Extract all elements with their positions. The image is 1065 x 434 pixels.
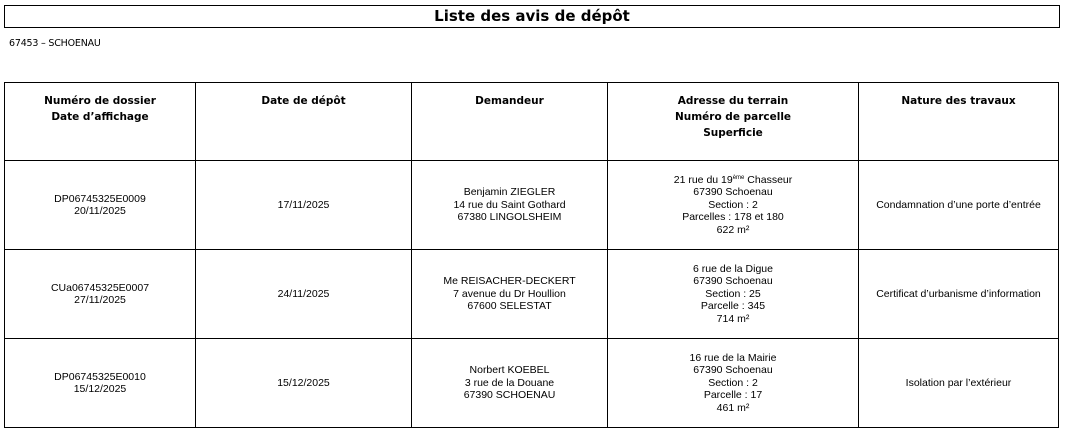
- nature-travaux: Condamnation d’une porte d’entrée: [876, 198, 1041, 211]
- nature-travaux: Certificat d’urbanisme d’information: [876, 287, 1041, 300]
- cell-terrain: [608, 161, 859, 250]
- document-title: Liste des avis de dépôt: [4, 5, 1060, 28]
- dossier-number: DP06745325E0010: [54, 370, 146, 383]
- header-nature-label: Nature des travaux: [901, 95, 1016, 107]
- header-demandeur: [412, 83, 608, 161]
- nature-travaux: Isolation par l’extérieur: [905, 376, 1012, 389]
- terrain-street-text: 21 rue du 19: [673, 173, 733, 186]
- terrain-parcelle: Parcelles : 178 et 180: [682, 211, 784, 224]
- date-affichage: 20/11/2025: [74, 205, 126, 217]
- terrain-street-superscript: ème: [732, 174, 745, 181]
- terrain-street-suffix: Chasseur: [744, 173, 793, 186]
- cell-demandeur: [412, 250, 608, 339]
- terrain-street: [610, 174, 856, 187]
- header-date-depot-label: Date de dépôt: [261, 95, 346, 107]
- cell-demandeur: [412, 339, 608, 428]
- demandeur-street: 14 rue du Saint Gothard: [453, 198, 566, 211]
- dossier-number: DP06745325E0009: [54, 192, 146, 205]
- terrain-section: Section : 2: [708, 376, 758, 389]
- cell-terrain: [608, 339, 859, 428]
- avis-depot-table: [4, 82, 1059, 428]
- terrain-city: 67390 Schoenau: [693, 186, 773, 199]
- header-demandeur-label: Demandeur: [475, 95, 544, 107]
- cell-nature: [859, 250, 1059, 339]
- table-row: [5, 250, 1059, 339]
- header-terrain-line1: Adresse du terrain: [677, 95, 789, 107]
- table-header-row: [5, 83, 1059, 161]
- header-dossier-line2: Date d’affichage: [51, 111, 149, 123]
- table-row: [5, 339, 1059, 428]
- terrain-superficie: 622 m²: [716, 223, 750, 236]
- date-depot: 15/12/2025: [277, 376, 330, 389]
- terrain-section: Section : 25: [705, 287, 761, 300]
- date-depot: 17/11/2025: [277, 198, 330, 211]
- demandeur-street: 3 rue de la Douane: [464, 376, 555, 389]
- demandeur-city: 67390 SCHOENAU: [463, 389, 556, 402]
- cell-date-depot: [196, 250, 412, 339]
- terrain-street: [610, 263, 856, 276]
- date-affichage: 15/12/2025: [73, 383, 127, 395]
- cell-dossier: [5, 161, 196, 250]
- terrain-section: Section : 2: [708, 198, 758, 211]
- date-affichage: 27/11/2025: [74, 294, 126, 306]
- terrain-parcelle: Parcelle : 17: [703, 389, 763, 402]
- cell-date-depot: [196, 161, 412, 250]
- header-dossier-line1: Numéro de dossier: [44, 95, 156, 107]
- date-depot: 24/11/2025: [277, 287, 330, 300]
- header-terrain: [608, 83, 859, 161]
- demandeur-name: Benjamin ZIEGLER: [463, 186, 556, 199]
- terrain-street-text: 6 rue de la Digue: [693, 262, 773, 275]
- terrain-superficie: 714 m²: [716, 312, 750, 325]
- cell-date-depot: [196, 339, 412, 428]
- cell-nature: [859, 339, 1059, 428]
- header-nature: [859, 83, 1059, 161]
- terrain-superficie: 461 m²: [716, 401, 750, 414]
- terrain-street: [610, 352, 856, 365]
- dossier-number: CUa06745325E0007: [50, 281, 150, 294]
- terrain-street-text: 16 rue de la Mairie: [689, 351, 777, 364]
- commune-label: 67453 – SCHOENAU: [9, 38, 101, 49]
- demandeur-city: 67600 SELESTAT: [467, 300, 552, 313]
- terrain-parcelle: Parcelle : 345: [700, 300, 766, 313]
- terrain-city: 67390 Schoenau: [693, 275, 773, 288]
- header-date-depot: [196, 83, 412, 161]
- header-terrain-line2: Numéro de parcelle: [674, 111, 792, 123]
- demandeur-name: Me REISACHER-DECKERT: [443, 275, 576, 288]
- cell-dossier: [5, 250, 196, 339]
- demandeur-street: 7 avenue du Dr Houllion: [453, 287, 566, 300]
- header-terrain-line3: Superficie: [703, 127, 763, 139]
- header-dossier: [5, 83, 196, 161]
- terrain-city: 67390 Schoenau: [693, 364, 773, 377]
- demandeur-city: 67380 LINGOLSHEIM: [457, 211, 562, 224]
- cell-terrain: [608, 250, 859, 339]
- table-row: [5, 161, 1059, 250]
- cell-nature: [859, 161, 1059, 250]
- demandeur-name: Norbert KOEBEL: [469, 364, 550, 377]
- cell-dossier: [5, 339, 196, 428]
- cell-demandeur: [412, 161, 608, 250]
